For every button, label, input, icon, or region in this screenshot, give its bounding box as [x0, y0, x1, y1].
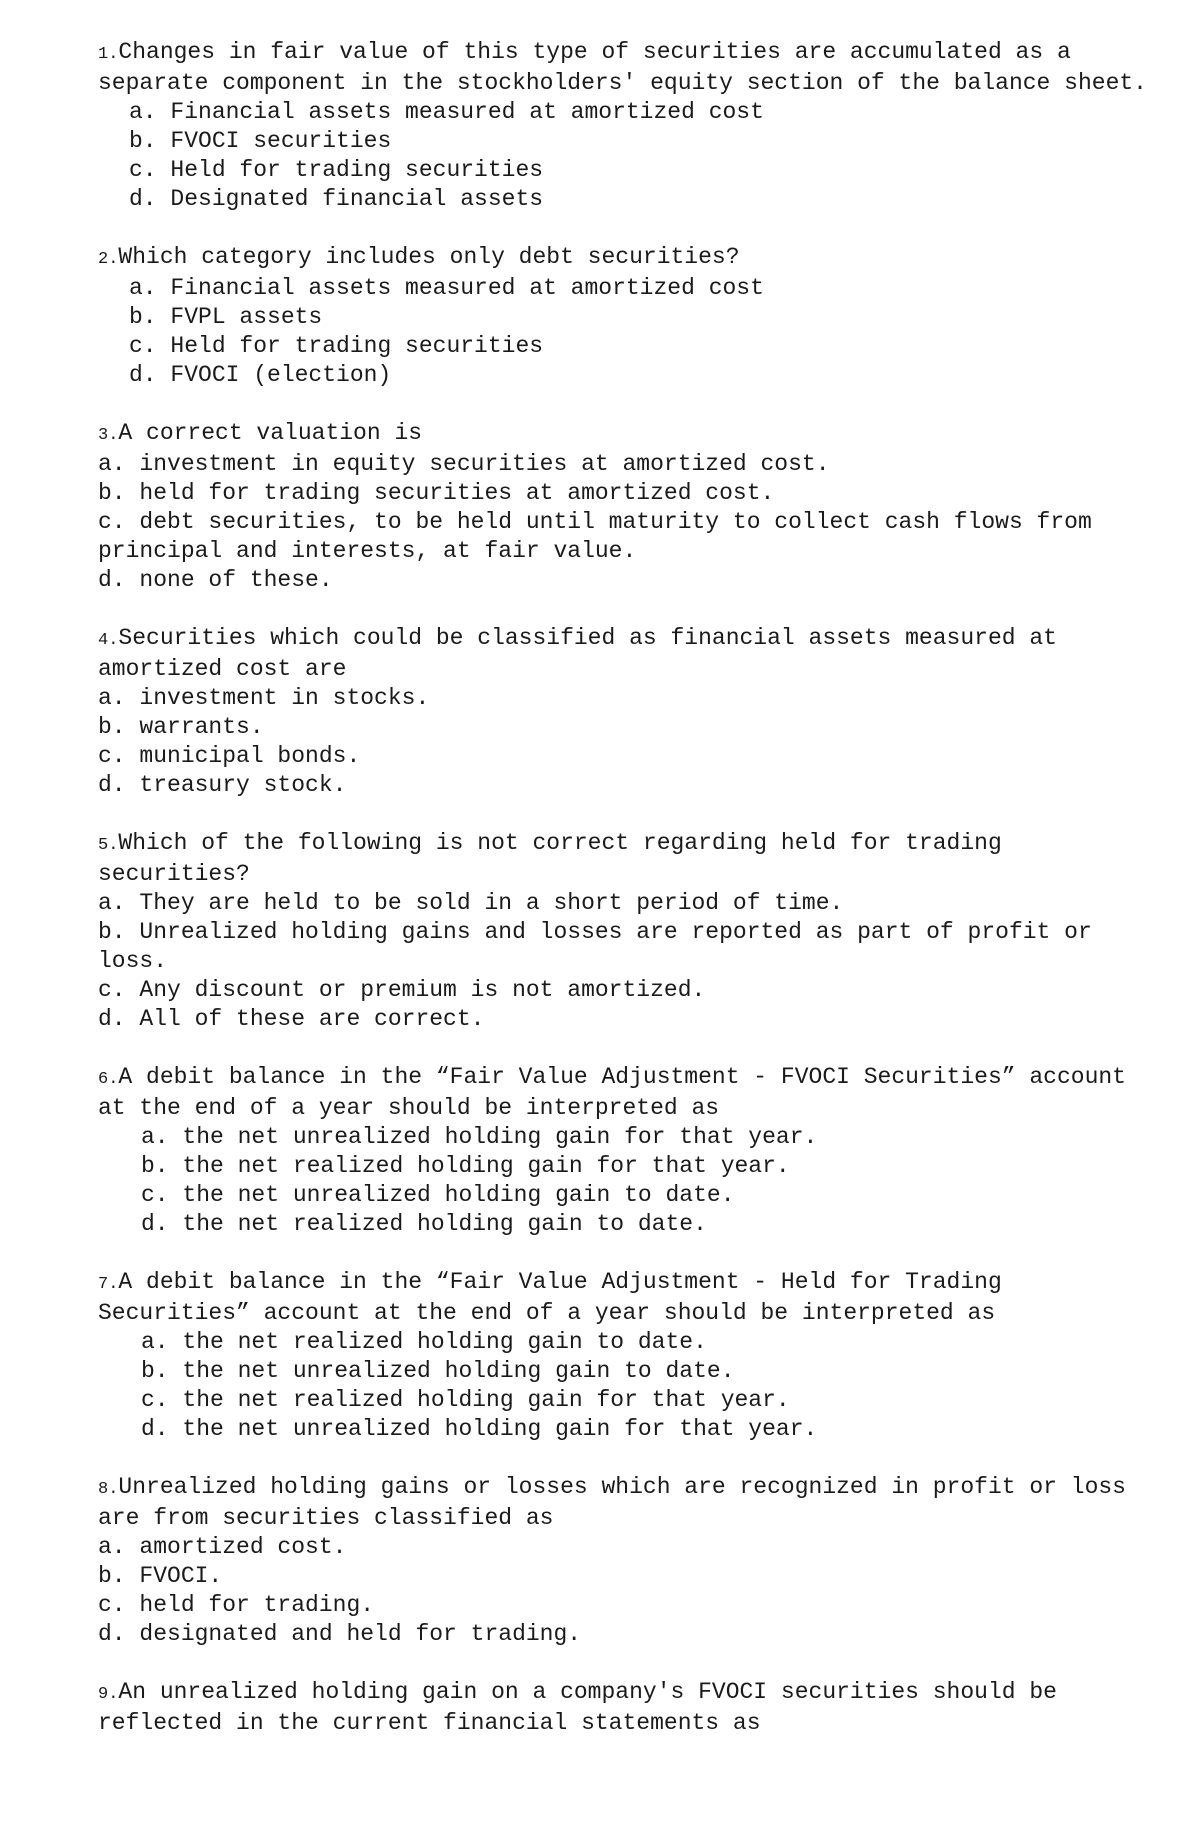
question-text: Changes in fair value of this type of securities are accumulated as a separate component in the stockholders' equity section of the balance sheet. [98, 39, 1147, 96]
answer-options [98, 889, 1158, 1034]
answer-options [98, 684, 1158, 800]
option-c: c. municipal bonds. [98, 743, 361, 769]
question-text: Securities which could be classified as financial assets measured at amortized cost are [98, 625, 1071, 682]
question-number: 9. [98, 1685, 119, 1704]
option-c: c. Held for trading securities [129, 333, 544, 359]
answer-options [98, 1328, 1158, 1444]
answer-options [98, 1123, 1158, 1239]
question-number: 2. [98, 250, 119, 269]
question-text: Which category includes only debt securities? [118, 244, 740, 270]
option-a: a. the net unrealized holding gain for that year. [141, 1124, 818, 1150]
option-d: d. Designated financial assets [129, 186, 544, 212]
option-c: c. debt securities, to be held until maturity to collect cash flows from principal and interests, at fair value. [98, 509, 1106, 564]
option-c: c. held for trading. [98, 1592, 375, 1618]
question-text: A debit balance in the “Fair Value Adjustment - FVOCI Securities” account at the end of a year should be interpreted as [98, 1064, 1140, 1121]
option-d: d. All of these are correct. [98, 1006, 485, 1032]
question-number: 8. [98, 1480, 119, 1499]
question-8 [98, 1473, 1158, 1649]
question-4 [98, 624, 1158, 800]
option-a: a. Financial assets measured at amortized cost [129, 275, 764, 301]
option-b: b. the net realized holding gain for that year. [141, 1153, 790, 1179]
option-b: b. held for trading securities at amortized cost. [98, 480, 775, 506]
question-1 [98, 38, 1158, 214]
option-c: c. the net realized holding gain for that year. [141, 1387, 790, 1413]
question-3 [98, 419, 1158, 595]
question-number: 3. [98, 426, 119, 445]
question-number: 6. [98, 1070, 119, 1089]
option-c: c. Any discount or premium is not amortized. [98, 977, 706, 1003]
option-b: b. FVPL assets [129, 304, 323, 330]
question-text: Unrealized holding gains or losses which are recognized in profit or loss are from securities classified as [98, 1474, 1140, 1531]
option-d: d. the net unrealized holding gain for that year. [141, 1416, 818, 1442]
option-d: d. the net realized holding gain to date. [141, 1211, 707, 1237]
option-d: d. designated and held for trading. [98, 1621, 582, 1647]
option-a: a. amortized cost. [98, 1534, 347, 1560]
option-b: b. the net unrealized holding gain to date. [141, 1358, 735, 1384]
question-number: 7. [98, 1275, 119, 1294]
answer-options [98, 1533, 1158, 1649]
quiz-document [98, 38, 1158, 1767]
option-c: c. the net unrealized holding gain to date. [141, 1182, 735, 1208]
question-number: 4. [98, 631, 119, 650]
option-a: a. investment in stocks. [98, 685, 430, 711]
option-b: b. FVOCI securities [129, 128, 392, 154]
option-a: a. They are held to be sold in a short period of time. [98, 890, 844, 916]
option-a: a. investment in equity securities at amortized cost. [98, 451, 830, 477]
question-6 [98, 1063, 1158, 1239]
answer-options [98, 274, 1158, 390]
question-text: Which of the following is not correct regarding held for trading securities? [98, 830, 1016, 887]
question-text: A correct valuation is [118, 420, 423, 446]
option-d: d. treasury stock. [98, 772, 347, 798]
option-a: a. Financial assets measured at amortized cost [129, 99, 764, 125]
option-d: d. none of these. [98, 567, 333, 593]
option-b: b. warrants. [98, 714, 264, 740]
option-a: a. the net realized holding gain to date. [141, 1329, 707, 1355]
question-number: 1. [98, 45, 119, 64]
question-number: 5. [98, 836, 119, 855]
question-5 [98, 829, 1158, 1034]
question-text: A debit balance in the “Fair Value Adjustment - Held for Trading Securities” account at the end of a year should be interpreted as [98, 1269, 1016, 1326]
option-d: d. FVOCI (election) [129, 362, 392, 388]
answer-options [98, 450, 1158, 595]
answer-options [98, 98, 1158, 214]
option-b: b. Unrealized holding gains and losses are reported as part of profit or loss. [98, 919, 1106, 974]
question-2 [98, 243, 1158, 390]
option-c: c. Held for trading securities [129, 157, 544, 183]
question-text: An unrealized holding gain on a company's FVOCI securities should be reflected in the current financial statements as [98, 1679, 1071, 1736]
question-7 [98, 1268, 1158, 1444]
option-b: b. FVOCI. [98, 1563, 223, 1589]
question-9 [98, 1678, 1158, 1738]
